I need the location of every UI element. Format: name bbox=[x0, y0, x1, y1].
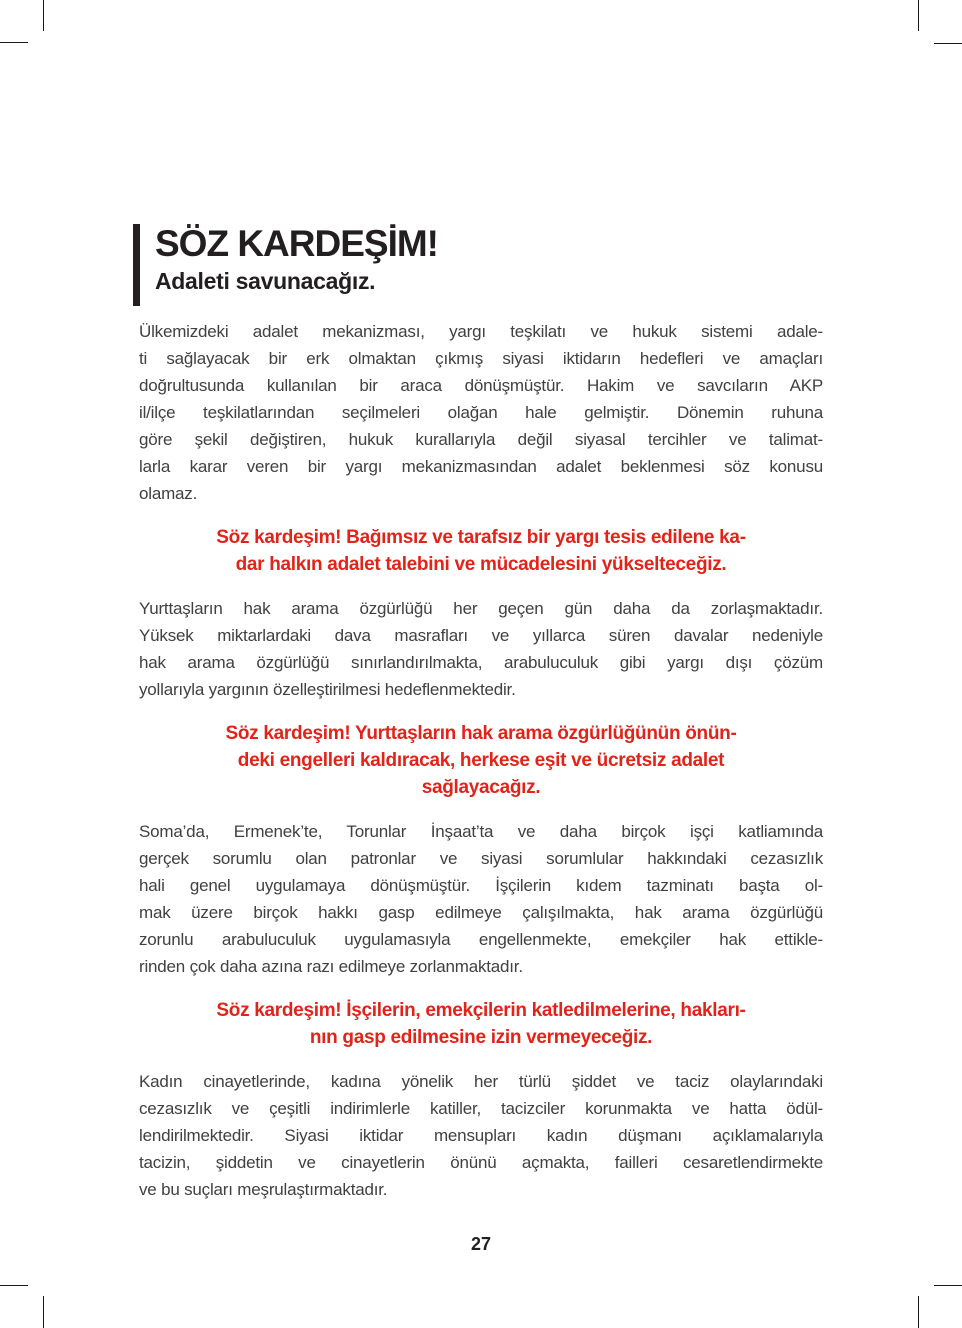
text-line: olamaz. bbox=[139, 484, 198, 503]
text-line: hali genel uygulamaya dönüşmüştür. İşçilerin kıdem tazminatı başta ol- bbox=[139, 876, 823, 895]
text-line: yollarıyla yargının özelleştirilmesi hedeflenmektedir. bbox=[139, 680, 516, 699]
crop-mark-top-right-horizontal bbox=[934, 43, 962, 44]
crop-mark-top-right-vertical bbox=[918, 0, 919, 31]
text-line: lendirilmektedir. Siyasi iktidar mensupları kadın düşmanı açıklamalarıyla bbox=[139, 1126, 823, 1145]
text-line: deki engelleri kaldıracak, herkese eşit ve ücretsiz adalet bbox=[237, 750, 725, 771]
text-line: Yurttaşların hak arama özgürlüğü her geçen gün daha da zorlaşmaktadır. bbox=[139, 599, 823, 618]
text-line: Söz kardeşim! Yurttaşların hak arama özgürlüğünün önün- bbox=[225, 723, 737, 744]
crop-mark-top-left-vertical bbox=[43, 0, 44, 31]
slogan-paragraph bbox=[139, 997, 823, 1051]
crop-mark-bottom-right-vertical bbox=[918, 1296, 919, 1328]
text-line: ti sağlayacak bir erk olmaktan çıkmış siyasi iktidarın hedefleri ve amaçları bbox=[139, 349, 823, 368]
section-header bbox=[133, 222, 833, 296]
text-line: göre şekil değiştiren, hukuk kurallarıyla değil siyasal tercihler ve talimat- bbox=[139, 430, 823, 449]
text-line: Söz kardeşim! Bağımsız ve tarafsız bir yargı tesis edilene ka- bbox=[216, 527, 746, 548]
text-line: larla karar veren bir yargı mekanizmasından adalet beklenmesi söz konusu bbox=[139, 457, 823, 476]
text-line: cezasızlık ve çeşitli indirimlerle katiller, tacizciler korunmakta ve hatta ödül- bbox=[139, 1099, 823, 1118]
text-line: doğrultusunda kullanılan bir araca dönüşmüştür. Hakim ve savcıların AKP bbox=[139, 376, 823, 395]
slogan-paragraph bbox=[139, 524, 823, 578]
title-accent-bar bbox=[133, 224, 140, 306]
crop-mark-bottom-right-horizontal bbox=[934, 1285, 962, 1286]
text-line: mak üzere birçok hakkı gasp edilmeye çalışılmakta, hak arama özgürlüğü bbox=[139, 903, 823, 922]
text-line: zorunlu arabuluculuk uygulamasıyla engellenmekte, emekçiler hak ettikle- bbox=[139, 930, 823, 949]
text-line: hak arama özgürlüğü sınırlandırılmakta, arabuluculuk gibi yargı dışı çözüm bbox=[139, 653, 823, 672]
text-line: rinden çok daha azına razı edilmeye zorlanmaktadır. bbox=[139, 957, 523, 976]
text-line: nın gasp edilmesine izin vermeyeceğiz. bbox=[309, 1027, 653, 1048]
text-line: Soma’da, Ermenek’te, Torunlar İnşaat’ta ve daha birçok işçi katliamında bbox=[139, 822, 823, 841]
section-title: SÖZ KARDEŞİM! bbox=[155, 223, 438, 264]
text-line: Kadın cinayetlerinde, kadına yönelik her türlü şiddet ve taciz olaylarındaki bbox=[139, 1072, 823, 1091]
body-paragraph bbox=[139, 1068, 823, 1203]
section-subtitle: Adaleti savunacağız. bbox=[155, 268, 376, 294]
text-line: Ülkemizdeki adalet mekanizması, yargı teşkilatı ve hukuk sistemi adale- bbox=[139, 322, 823, 341]
slogan-paragraph bbox=[139, 720, 823, 801]
text-line: ve bu suçları meşrulaştırmaktadır. bbox=[139, 1180, 388, 1199]
text-column bbox=[139, 318, 823, 1203]
body-paragraph bbox=[139, 595, 823, 703]
text-line: gerçek sorumlu olan patronlar ve siyasi sorumlular hakkındaki cezasızlık bbox=[139, 849, 823, 868]
body-paragraph bbox=[139, 818, 823, 980]
crop-mark-bottom-left-horizontal bbox=[0, 1285, 28, 1286]
crop-mark-bottom-left-vertical bbox=[43, 1296, 44, 1328]
text-line: dar halkın adalet talebini ve mücadelesini yükselteceğiz. bbox=[235, 554, 727, 575]
text-line: Söz kardeşim! İşçilerin, emekçilerin katledilmelerine, hakları- bbox=[216, 1000, 746, 1021]
text-line: Yüksek miktarlardaki dava masrafları ve yıllarca süren davalar nedeniyle bbox=[139, 626, 823, 645]
text-line: il/ilçe teşkilatlarından seçilmeleri olağan hale gelmiştir. Dönemin ruhuna bbox=[139, 403, 823, 422]
body-paragraph bbox=[139, 318, 823, 507]
text-line: sağlayacağız. bbox=[421, 777, 541, 798]
page-number: 27 bbox=[470, 1234, 492, 1254]
crop-mark-top-left-horizontal bbox=[0, 42, 28, 43]
text-line: tacizin, şiddetin ve cinayetlerin önünü açmakta, failleri cesaretlendirmekte bbox=[139, 1153, 823, 1172]
